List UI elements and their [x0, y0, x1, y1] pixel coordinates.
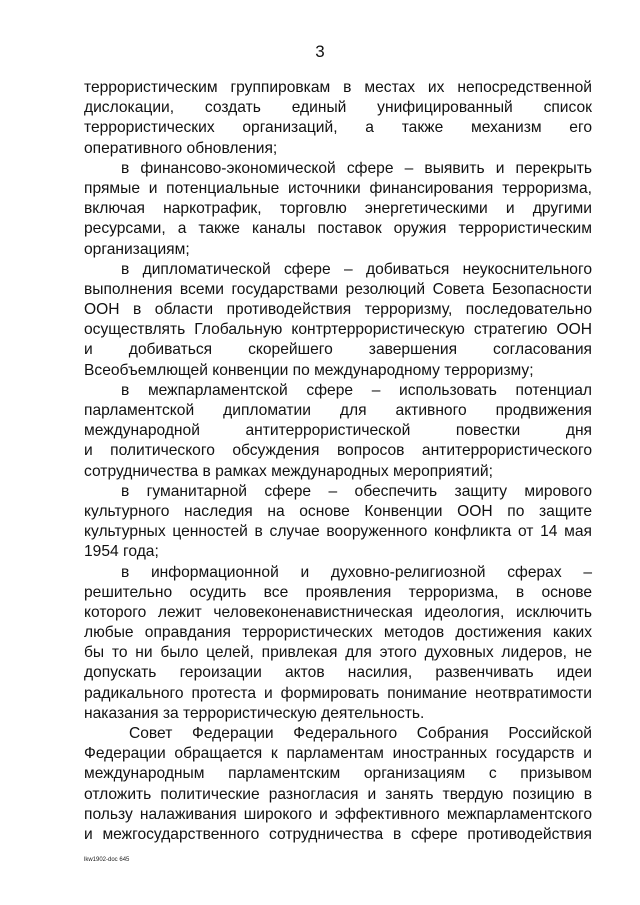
- text-line: Всеобъемлющей конвенции по международному терроризму;: [84, 361, 534, 379]
- paragraph-information-sphere: [84, 563, 592, 725]
- text-line: оперативного обновления;: [84, 139, 278, 157]
- text-line: культурных ценностей в случае вооруженного конфликта от 14 мая: [84, 523, 592, 541]
- text-line: в гуманитарной сфере – обеспечить защиту мирового: [121, 482, 592, 500]
- page-number: 3: [315, 42, 325, 61]
- text-line: террористическим группировкам в местах их непосредственной: [84, 79, 592, 96]
- text-line: в финансово-экономической сфере – выявить и перекрыть: [121, 159, 592, 177]
- text-line: и добиваться скорейшего завершения согласования: [84, 341, 592, 359]
- text-line: радикального протеста и формировать понимание неотвратимости: [84, 684, 592, 702]
- paragraph-federation-council-appeal: [84, 724, 592, 845]
- text-line: и межгосударственного сотрудничества в сфере противодействия: [84, 825, 592, 843]
- text-line: парламентской дипломатии для активного продвижения: [84, 402, 592, 419]
- text-line: культурного наследия на основе Конвенции ООН по защите: [84, 502, 592, 520]
- text-line: ООН в области противодействия терроризму, последовательно: [84, 301, 592, 319]
- paragraph-diplomatic-sphere: [84, 260, 592, 381]
- paragraph-interparliamentary-sphere: [84, 381, 592, 482]
- text-line: в дипломатической сфере – добиваться неукоснительного: [121, 260, 592, 278]
- text-line: международной антитеррористической повестки дня: [84, 422, 592, 440]
- text-line: Совет Федерации Федерального Собрания Российской: [129, 725, 592, 742]
- text-line: которого лежит человеконенавистническая идеология, исключить: [84, 603, 592, 621]
- text-line: осуществлять Глобальную контртеррористическую стратегию ООН: [84, 321, 592, 339]
- paragraph-financial-sphere: [84, 159, 592, 260]
- text-line: 1954 года;: [84, 543, 159, 561]
- text-line: бы то ни было целей, привлекая для этого духовных лидеров, не: [84, 644, 592, 662]
- text-line: международным парламентским организациям с призывом: [84, 765, 592, 783]
- text-line: включая наркотрафик, торговлю энергетическими и другими: [84, 200, 592, 218]
- paragraph-humanitarian-sphere: [84, 482, 592, 563]
- text-line: сотрудничества в рамках международных мероприятий;: [84, 462, 493, 480]
- text-line: прямые и потенциальные источники финансирования терроризма,: [84, 179, 592, 197]
- text-line: и политического обсуждения вопросов антитеррористического: [84, 442, 592, 460]
- text-line: в межпарламентской сфере – использовать потенциал: [121, 381, 592, 399]
- text-line: допускать героизации актов насилия, развенчивать идеи: [84, 664, 592, 682]
- text-line: отложить политические разногласия и занять твердую позицию в: [84, 785, 592, 803]
- text-line: пользу налаживания широкого и эффективного межпарламентского: [84, 805, 592, 823]
- text-line: наказания за террористическую деятельность.: [84, 704, 425, 722]
- document-file-code: lkw1902-doc 645: [84, 857, 130, 863]
- text-line: любые оправдания террористических методов достижения каких: [84, 624, 592, 642]
- text-line: Федерации обращается к парламентам иностранных государств и: [84, 745, 592, 763]
- paragraph-dislocation: [84, 78, 592, 159]
- text-line: дислокации, создать единый унифицированный список: [84, 99, 592, 117]
- text-line: террористических организаций, а также механизм его: [84, 119, 592, 137]
- text-line: в информационной и духовно-религиозной сферах –: [121, 563, 592, 581]
- text-line: ресурсами, а также каналы поставок оружия террористическим: [84, 220, 592, 238]
- document-body: [84, 78, 592, 845]
- text-line: организациям;: [84, 240, 190, 258]
- text-line: решительно осудить все проявления терроризма, в основе: [84, 583, 592, 601]
- text-line: выполнения всеми государствами резолюций Совета Безопасности: [84, 280, 592, 298]
